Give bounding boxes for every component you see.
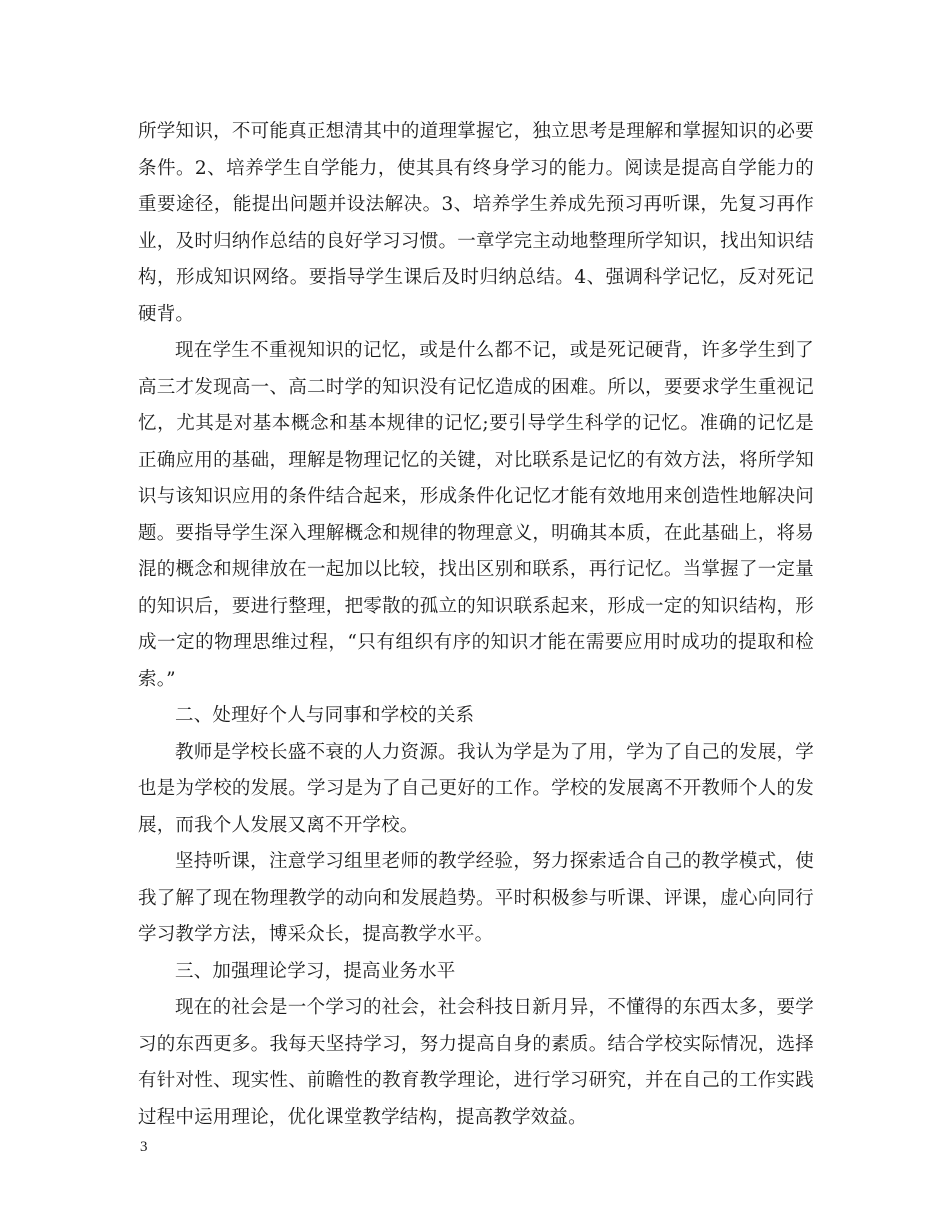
paragraph-2: 现在学生不重视知识的记忆，或是什么都不记，或是死记硬背，许多学生到了高三才发现高一、高二时学的知识没有记忆造成的困难。所以，要要求学生重视记忆，尤其是对基本概念和基本规律的记忆;要引导学生科学的记忆。准确的记忆是正确应用的基础，理解是物理记忆的关键，对比联系是记忆的有效方法，将所学知识与该知识应用的条件结合起来，形成条件化记忆才能有效地用来创造性地解决问题。要指导学生深入理解概念和规律的物理意义，明确其本质，在此基础上，将易混的概念和规律放在一起加以比较，找出区别和联系，再行记忆。当掌握了一定量的知识后，要进行整理，把零散的孤立的知识联系起来，形成一定的知识结构，形成一定的物理思维过程，“只有组织有序的知识才能在需要应用时成功的提取和检索。” [138,340,814,690]
section-heading-3: 三、加强理论学习，提高业务水平 [175,960,456,982]
paragraph-1: 所学知识，不可能真正想清其中的道理掌握它，独立思考是理解和掌握知识的必要条件。2、培养学生自学能力，使其具有终身学习的能力。阅读是提高自学能力的重要途径，能提出问题并设法解决。3、培养学生养成先预习再听课，先复习再作业，及时归纳作总结的良好学习习惯。一章学完主动地整理所学知识，找出知识结构，形成知识网络。要指导学生课后及时归纳总结。4、强调科学记忆，反对死记硬背。 [138,121,814,325]
page-number: 3 [140,1139,148,1155]
paragraph-4: 坚持听课，注意学习组里老师的教学经验，努力探索适合自己的教学模式，使我了解了现在物理教学的动向和发展趋势。平时积极参与听课、评课，虚心向同行学习教学方法，博采众长，提高教学水平。 [138,851,814,945]
document-body [138,114,814,1136]
paragraph-5: 现在的社会是一个学习的社会，社会科技日新月异，不懂得的东西太多，要学习的东西更多。我每天坚持学习，努力提高自身的素质。结合学校实际情况，选择有针对性、现实性、前瞻性的教育教学理论，进行学习研究，并在自己的工作实践过程中运用理论，优化课堂教学结构，提高教学效益。 [138,997,814,1128]
section-heading-2: 二、处理好个人与同事和学校的关系 [175,705,475,726]
paragraph-3: 教师是学校长盛不衰的人力资源。我认为学是为了用，学为了自己的发展，学也是为学校的发展。学习是为了自己更好的工作。学校的发展离不开教师个人的发展，而我个人发展又离不开学校。 [138,741,814,836]
